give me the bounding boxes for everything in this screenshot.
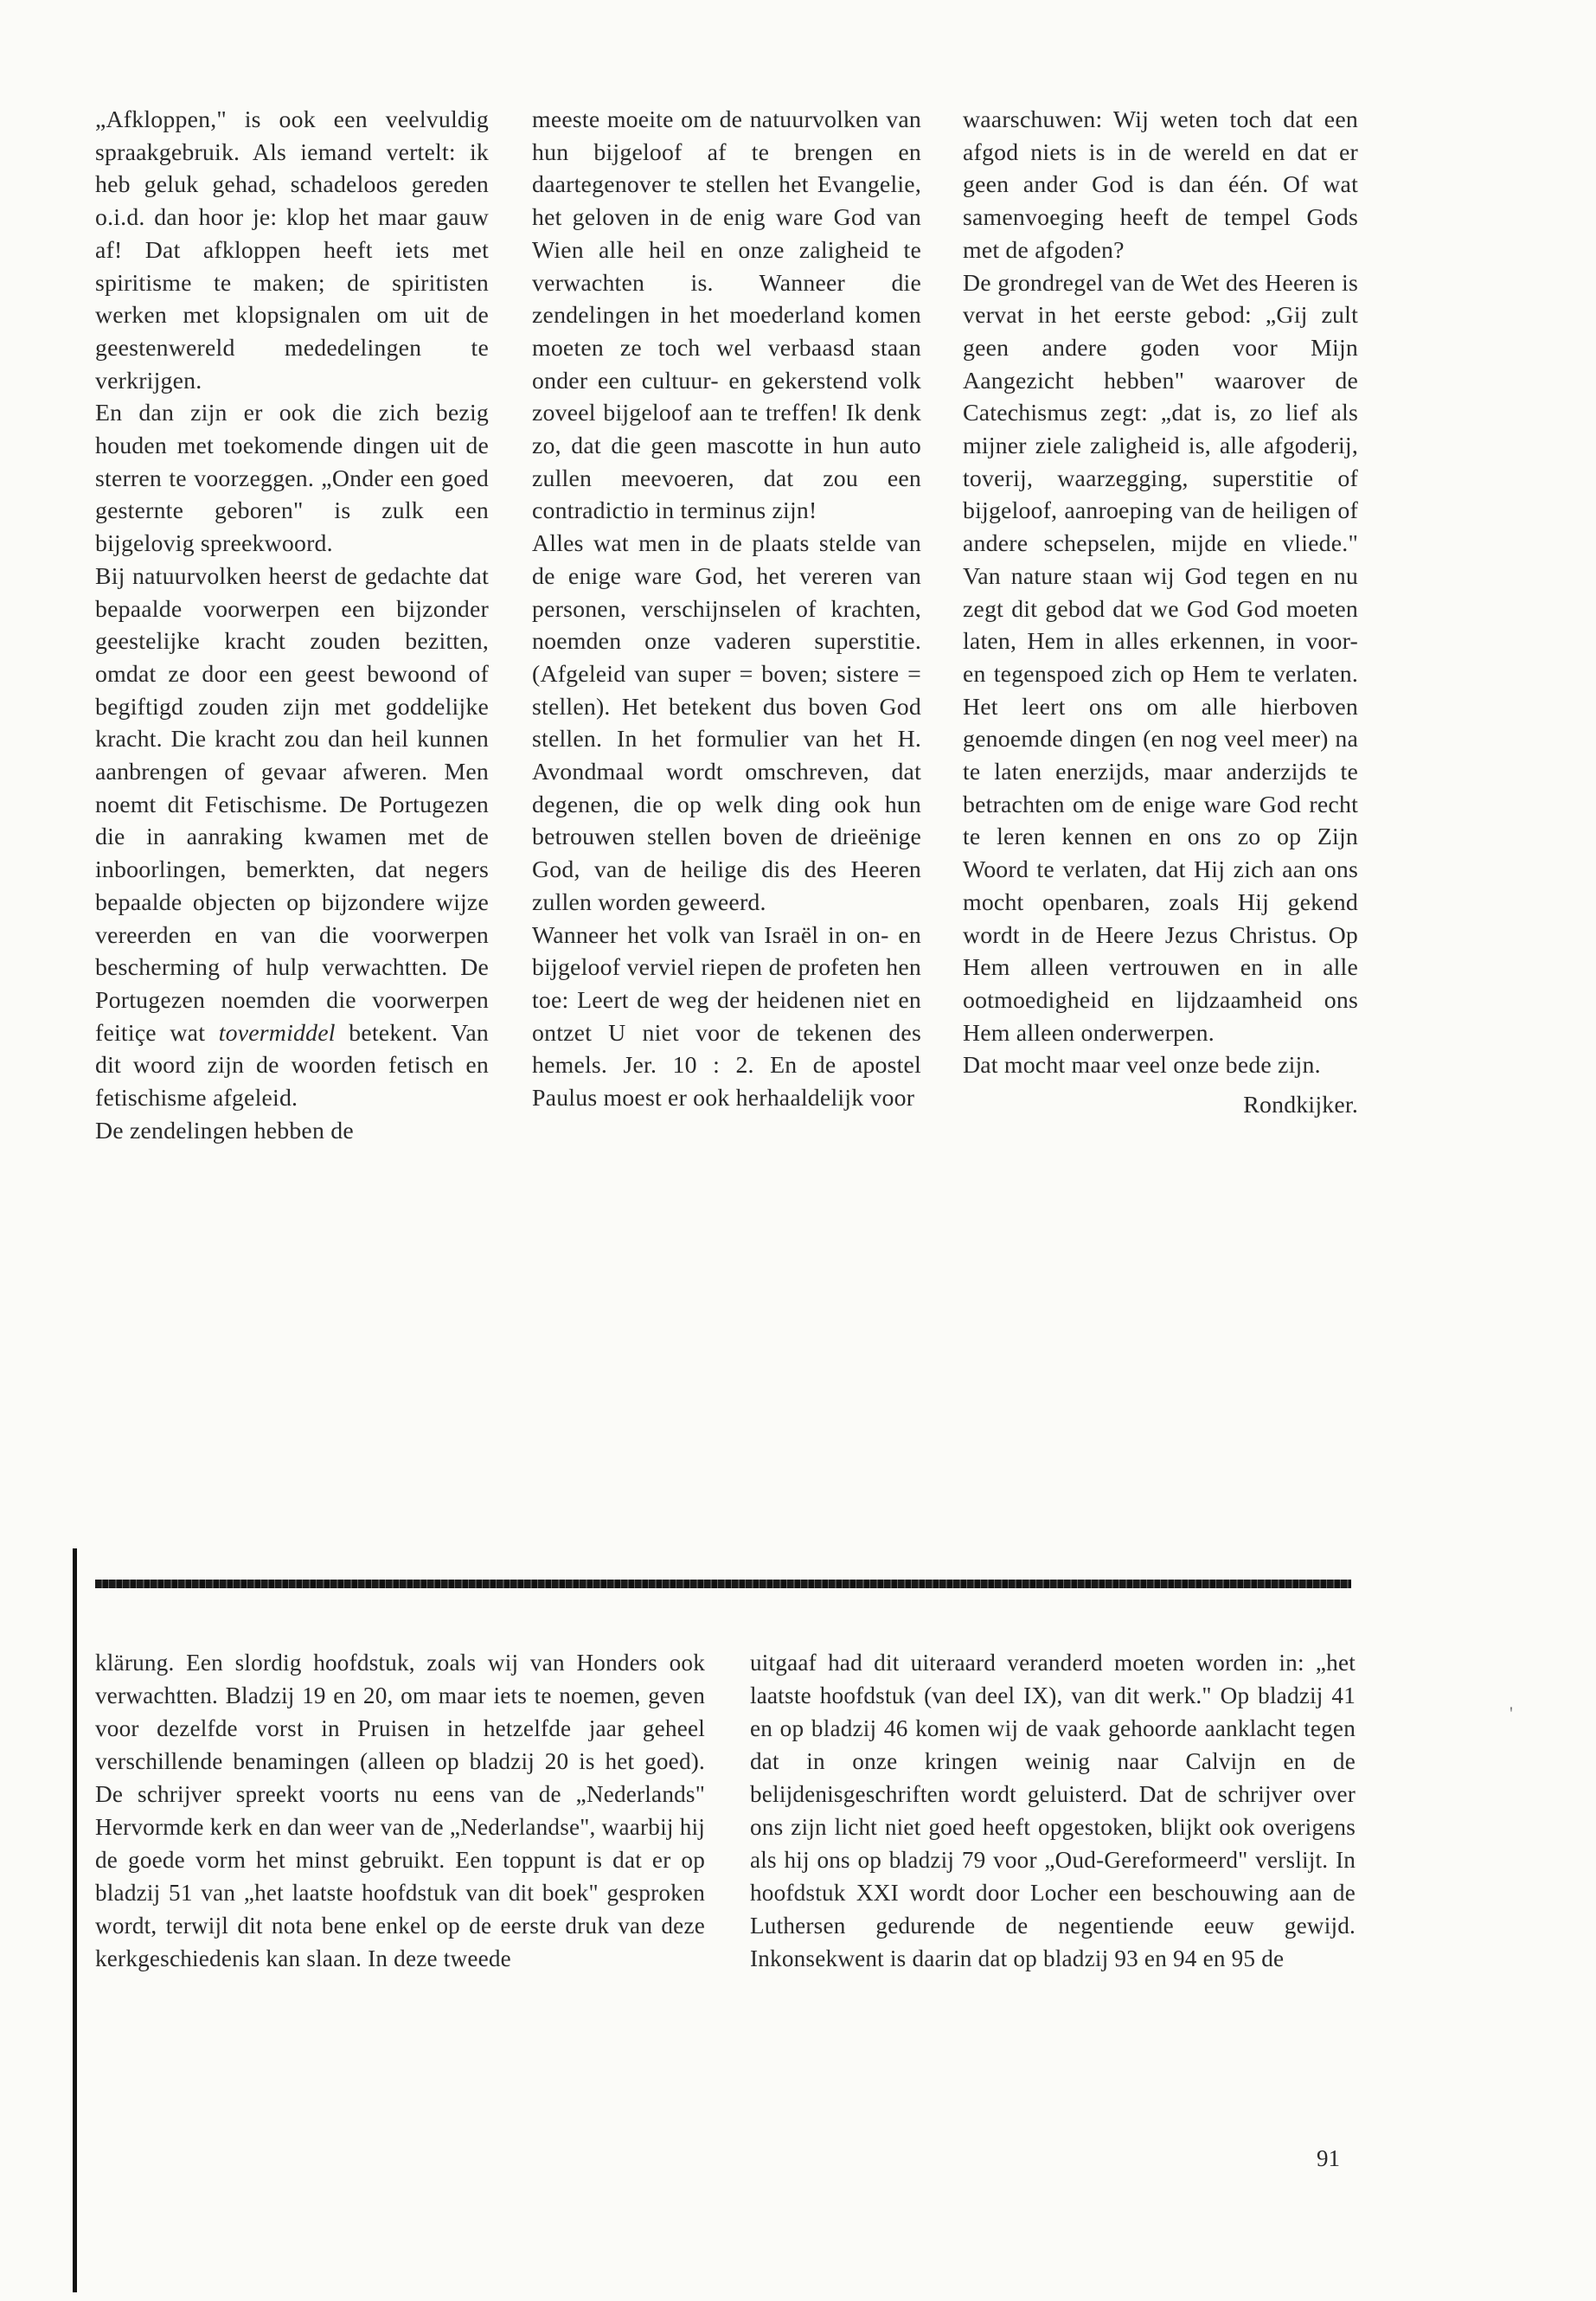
bottom-column-2 [750,1646,1356,1975]
paragraph: Wanneer het volk van Israël in on- en bijgeloof verviel riepen de profeten hen toe: Leert de weg der heidenen niet en ontzet U niet voor de tekenen des hemels. Jer. 10 : 2. En de apostel Paulus moest er ook herhaaldelijk voor [532,921,921,1112]
paragraph: Alles wat men in de plaats stelde van de enige ware God, het vereren van personen, verschijnselen of krachten, noemden onze vaderen superstitie. (Afgeleid van super = boven; sistere = stellen). Het betekent dus boven God stellen. In het formulier van het H. Avondmaal wordt omschreven, dat degenen, die op welk ding ook hun betrouwen stellen boven de drieënige God, van de heilige dis des Heeren zullen worden geweerd. [532,530,921,916]
page-number: 91 [1317,2145,1340,2171]
vertical-margin-rule [73,1548,77,2292]
paragraph: „Afkloppen," is ook een veelvuldig spraakgebruik. Als iemand vertelt: ik heb geluk gehad, schadeloos gereden o.i.d. dan hoor je: klop het maar gauw af! Dat afkloppen heeft iets met spiritisme te maken; de spiritisten werken met klopsignalen om uit de geestenwereld mededelingen te verkrijgen. [95,106,489,394]
paragraph: En dan zijn er ook die zich bezig houden met toekomende dingen uit de sterren te voorzeggen. „Onder een goed gesternte geboren" is zulk een bijgelovig spreekwoord. [95,400,489,558]
paragraph: meeste moeite om de natuurvolken van hun bijgeloof af te brengen en daartegenover te stellen het Evangelie, het geloven in de enig ware God van Wien alle heil en onze zaligheid te verwachten is. Wanneer die zendelingen in het moederland komen moeten ze toch wel verbaasd staan onder een cultuur- en gekerstend volk zoveel bijgeloof aan te treffen! Ik denk zo, dat die geen mascotte in hun auto zullen meevoeren, dat zou een contradictio in terminus zijn! [532,106,921,525]
author-signature: Rondkijker. [1243,1092,1358,1119]
bottom-column-1 [95,1646,705,1975]
paragraph-text: Bij natuurvolken heerst de gedachte dat bepaalde voorwerpen een bijzonder geestelijke kracht zouden bezitten, omdat ze door een geest bewoond of begiftigd zouden zijn met goddelijke kracht. Die kracht zou dan heil kunnen aanbrengen of gevaar afweren. Men noemt dit Fetischisme. De Portugezen die in aanraking kwamen met de inboorlingen, bemerkten, dat negers bepaalde objecten op bijzondere wijze vereerden en van die voorwerpen bescherming of hulp verwachtten. De Portugezen noemden die voorwerpen feitiçe wat [95,562,489,1047]
italic-term: tovermiddel [218,1019,336,1047]
section-divider-rule [95,1580,1351,1588]
top-column-2 [532,104,921,1115]
stray-mark: ' [1509,1702,1513,1724]
paragraph: De zendelingen hebben de [95,1117,354,1144]
paragraph: klärung. Een slordig hoofdstuk, zoals wij van Honders ook verwachtten. Bladzij 19 en 20, om maar iets te noemen, geven voor dezelfde vorst in Pruisen in hetzelfde jaar geheel verschillende benamingen (alleen op bladzij 20 is het goed). De schrijver spreekt voorts nu eens van de „Nederlands" Hervormde kerk en dan weer van de „Nederlandse", waarbij hij de goede vorm het minst gebruikt. Een toppunt is dat er op bladzij 51 van „het laatste hoofdstuk van dit boek" gesproken wordt, terwijl dit nota bene enkel op de eerste druk van deze kerkgeschiedenis kan slaan. In deze tweede [95,1650,705,1971]
paragraph [95,561,489,1115]
paragraph: uitgaaf had dit uiteraard veranderd moeten worden in: „het laatste hoofdstuk (van deel IX), van dit werk." Op bladzij 41 en op bladzij 46 komen wij de vaak gehoorde aanklacht tegen dat in onze kringen weinig naar Calvijn en de belijdenisgeschriften wordt geluisterd. Dat de schrijver over ons zijn licht niet goed heeft opgestoken, blijkt ook overigens als hij ons op bladzij 79 voor „Oud-Gereformeerd" verslijt. In hoofdstuk XXI wordt door Locher een beschouwing aan de Luthersen gedurende de negentiende eeuw gewijd. Inkonsekwent is daarin dat op bladzij 93 en 94 en 95 de [750,1650,1356,1971]
top-column-3 [963,104,1358,1122]
paragraph: waarschuwen: Wij weten toch dat een afgod niets is in de wereld en dat er geen ander God is dan één. Of wat samenvoeging heeft de tempel Gods met de afgoden? [963,106,1358,264]
paragraph-text: betekent. Van dit woord zijn de woorden fetisch en fetischisme afgeleid. [95,1019,489,1112]
paragraph: De grondregel van de Wet des Heeren is vervat in het eerste gebod: „Gij zult geen andere goden voor Mijn Aangezicht hebben" waarover de Catechismus zegt: „dat is, zo lief als mijner ziele zaligheid is, alle afgoderij, toverij, waarzegging, superstitie of bijgeloof, aanroeping van de heiligen of andere schepselen, mijde en vliede." Van nature staan wij God tegen en nu zegt dit gebod dat we God God moeten laten, Hem in alles erkennen, in voor- en tegenspoed zich op Hem te verlaten. Het leert ons om alle hierboven genoemde dingen (en nog veel meer) na te laten enerzijds, maar anderzijds te betrachten om de enige ware God recht te leren kennen en ons zo op Zijn Woord te verlaten, dat Hij zich aan ons mocht openbaren, zoals Hij gekend wordt in de Heere Jezus Christus. Op Hem alleen vertrouwen en in alle ootmoedigheid en lijdzaamheid ons Hem alleen onderwerpen. [963,269,1358,1047]
top-column-1 [95,104,489,1148]
paragraph: Dat mocht maar veel onze bede zijn. [963,1052,1321,1080]
